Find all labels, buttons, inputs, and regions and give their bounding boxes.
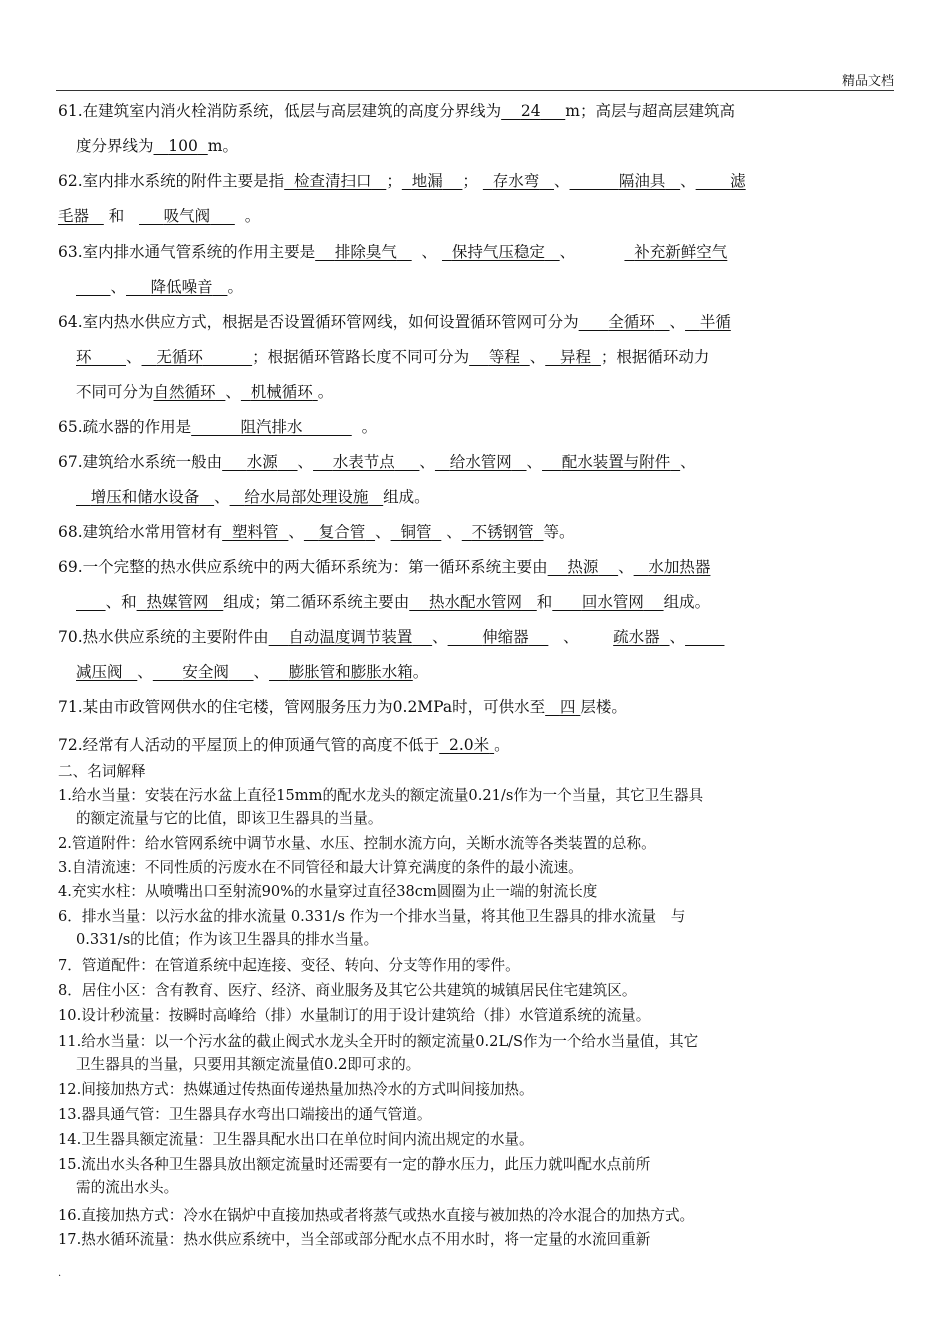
question-68: 68.建筑给水常用管材有 塑料管 、 复合管 、 铜管 、 不锈钢管 等。 (58, 523, 575, 541)
answer-62-4: 隔油具 (618, 172, 666, 190)
question-71: 71.某由市政管网供水的住宅楼，管网服务压力为0.2MPa时，可供水至 四 层楼。 (58, 698, 627, 716)
answer-72-1: 2.0米 (449, 736, 490, 754)
answer-64-4: 等程 (488, 348, 520, 366)
answer-70-3: 疏水器 (613, 628, 660, 646)
answer-67-3: 给水管网 (449, 453, 512, 471)
answer-61-1: 24 (520, 102, 541, 120)
definition-11: 11.给水当量：以一个污水盆的截止阀式水龙头全开时的额定流量0.2L/S作为一个给水当量值，其它 卫生器具的当量，只要用其额定流量值0.2即可求的。 (58, 1033, 699, 1073)
answer-62-5: 毛器 (58, 207, 90, 225)
answer-62-3: 存水弯 (492, 172, 540, 190)
question-64: 64.室内热水供应方式，根据是否设置循环管网线，如何设置循环管网可分为 全循环 、 半循 环 、 无循环 ；根据循环管路长度不同可分为 等程 、 异程 ；根据循环动力 不同可分为自然循环 、 机械循环 。 (58, 313, 731, 401)
answer-64-1: 全循环 (608, 313, 655, 331)
answer-70-6: 膨胀管和膨胀水箱 (288, 663, 413, 681)
answer-69-5: 回水管网 (581, 593, 644, 611)
definition-12: 12.间接加热方式：热媒通过传热面传递热量加热冷水的方式叫间接加热。 (58, 1081, 534, 1098)
header-rule (56, 90, 894, 91)
question-61: 61.在建筑室内消火栓消防系统，低层与高层建筑的高度分界线为 24 m；高层与超高层建筑高 度分界线为 100 m。 (58, 102, 735, 155)
definition-17: 17.热水循环流量：热水供应系统中，当全部或部分配水点不用水时，将一定量的水流回重新 (58, 1231, 651, 1248)
answer-62-1: 检查清扫口 (294, 172, 372, 190)
answer-67-5: 增压和储水设备 (90, 488, 200, 506)
answer-69-1: 热源 (567, 558, 599, 576)
definition-1: 1.给水当量：安装在污水盆上直径15mm的配水龙头的额定流量0.21/s作为一个当量，其它卫生器具 的额定流量与它的比值，即该卫生器具的当量。 (58, 787, 704, 827)
definition-2: 2.管道附件：给水管网系统中调节水量、水压、控制水流方向，关断水流等各类装置的总称。 (58, 835, 656, 852)
definition-16: 16.直接加热方式：冷水在锅炉中直接加热或者将蒸气或热水直接与被加热的冷水混合的加热方式。 (58, 1207, 695, 1224)
answer-64-3: 无循环 (156, 348, 203, 366)
answer-63-2: 保持气压稳定 (451, 243, 545, 261)
answer-68-2: 复合管 (318, 523, 366, 541)
answer-67-6: 给水局部处理设施 (244, 488, 369, 506)
answer-69-2: 水加热器 (648, 558, 711, 576)
answer-64-7: 机械循环 (250, 383, 313, 401)
answer-62-6: 吸气阀 (163, 207, 211, 225)
question-63: 63.室内排水通气管系统的作用主要是 排除臭气 、 保持气压稳定 、 补充新鲜空气 、 降低噪音 。 (58, 243, 728, 296)
answer-68-3: 铜管 (400, 523, 432, 541)
definition-6: 6．排水当量：以污水盆的排水流量 0.331/s 作为一个排水当量，将其他卫生器具的排水流量 与 0.331/s的比值；作为该卫生器具的排水当量。 (58, 908, 686, 948)
answer-63-1: 排除臭气 (334, 243, 397, 261)
definition-15: 15.流出水头各种卫生器具放出额定流量时还需要有一定的静水压力，此压力就叫配水点前所 需的流出水头。 (58, 1156, 651, 1196)
answer-64-2: 环 (76, 348, 92, 366)
answer-67-4: 配水装置与附件 (561, 453, 671, 471)
answer-67-1: 水源 (246, 453, 278, 471)
answer-70-2: 伸缩器 (482, 628, 529, 646)
answer-67-2: 水表节点 (332, 453, 395, 471)
answer-65-1: 阻汽排水 (240, 418, 303, 436)
answer-69-3: 热媒管网 (146, 593, 209, 611)
question-62: 62.室内排水系统的附件主要是指 检查清扫口 ； 地漏 ； 存水弯 、 隔油具 、 滤 毛器 和 吸气阀 。 (58, 172, 746, 225)
definition-8: 8．居住小区：含有教育、医疗、经济、商业服务及其它公共建筑的城镇居民住宅建筑区。 (58, 982, 637, 999)
answer-70-1: 自动温度调节装置 (288, 628, 413, 646)
section-title: 二、名词解释 (58, 763, 146, 780)
answer-64-6: 自然循环 (153, 383, 216, 401)
answer-70-5: 安全阀 (182, 663, 229, 681)
definition-7: 7．管道配件：在管道系统中起连接、变径、转向、分支等作用的零件。 (58, 957, 520, 974)
definition-13: 13.器具通气管：卫生器具存水弯出口端接出的通气管道。 (58, 1106, 432, 1123)
footer-dot: . (58, 1268, 62, 1279)
answer-61-2: 100 (168, 137, 198, 155)
question-70: 70.热水供应系统的主要附件由 自动温度调节装置 、 伸缩器 、 疏水器 、 减压阀 、 安全阀 、 膨胀管和膨胀水箱。 (58, 628, 686, 681)
definition-14: 14.卫生器具额定流量：卫生器具配水出口在单位时间内流出规定的水量。 (58, 1131, 534, 1148)
definition-4: 4.充实水柱：从喷嘴出口至射流90%的水量穿过直径38cm圆圈为止一端的射流长度 (58, 883, 598, 900)
question-65: 65.疏水器的作用是 阻汽排水 。 (58, 418, 378, 436)
question-67: 67.建筑给水系统一般由 水源 、 水表节点 、 给水管网 、 配水装置与附件 、 增压和储水设备 、 给水局部处理设施 组成。 (58, 453, 696, 506)
question-72: 72.经常有人活动的平屋顶上的伸顶通气管的高度不低于 2.0米 。 (58, 736, 510, 754)
page-header-label: 精品文档 (841, 74, 894, 89)
answer-63-4: 降低噪音 (150, 278, 213, 296)
answer-63-3: 补充新鲜空气 (634, 243, 728, 261)
question-69: 69.一个完整的热水供应系统中的两大循环系统为：第一循环系统主要由 热源 、 水加热器 、和 热媒管网 组成；第二循环系统主要由 热水配水管网 和 回水管网 组成。 (58, 558, 711, 611)
definition-3: 3.自清流速：不同性质的污废水在不同管径和最大计算充满度的条件的最小流速。 (58, 859, 583, 876)
answer-71-1: 四 (559, 698, 576, 716)
definition-10: 10.设计秒流量：按瞬时高峰给（排）水量制订的用于设计建筑给（排）水管道系统的流量。 (58, 1007, 651, 1024)
answer-68-4: 不锈钢管 (471, 523, 534, 541)
answer-69-4: 热水配水管网 (428, 593, 522, 611)
answer-64-5: 异程 (560, 348, 592, 366)
answer-70-4: 减压阀 (76, 663, 123, 681)
answer-68-1: 塑料管 (232, 523, 279, 541)
answer-62-2: 地漏 (411, 172, 443, 190)
